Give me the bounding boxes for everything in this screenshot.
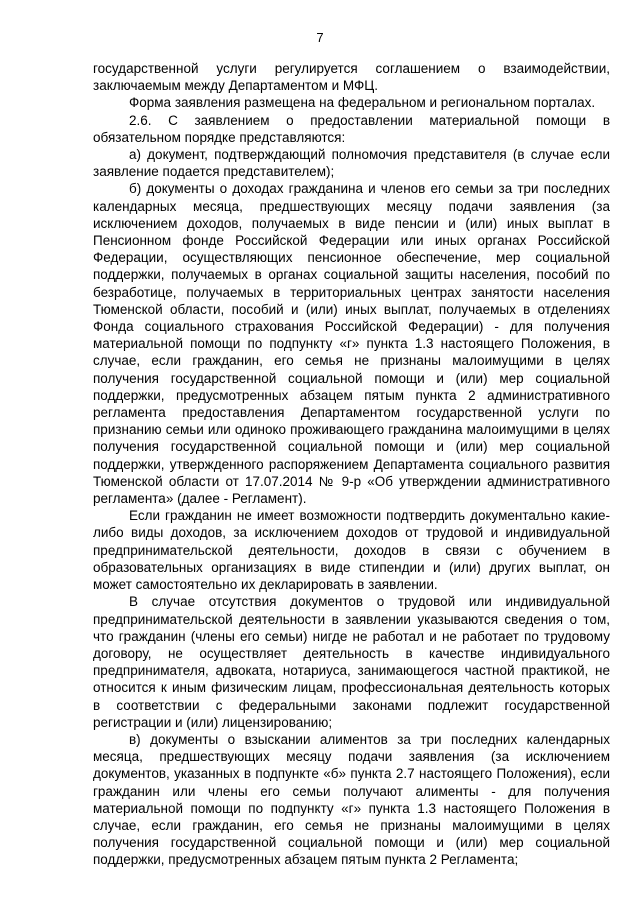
document-body xyxy=(93,60,610,869)
paragraph-no-documents: В случае отсутствия документов о трудовой или индивидуальной предпринимательской деятельности в заявлении указываются сведения о том, что гражданин (члены его семьи) нигде не работал и не работает по трудовому договору, не осуществляет деятельность в качестве индивидуального предпринимателя, адвоката, нотариуса, занимающегося частной практикой, не относится к иным физическим лицам, профессиональная деятельность которых в соответствии с федеральными законами подлежит государственной регистрации и (или) лицензированию; xyxy=(93,594,610,730)
paragraph-2-6-heading: 2.6. С заявлением о предоставлении материальной помощи в обязательном порядке представляются: xyxy=(93,112,610,145)
paragraph-form-placement: Форма заявления размещена на федеральном и региональном порталах. xyxy=(129,95,596,111)
paragraph-item-b: б) документы о доходах гражданина и членов его семьи за три последних календарных месяца, предшествующих месяцу подачи заявления (за исключением доходов, получаемых в виде пенсии и (или) иных выплат в Пенсионном фонде Российской Федерации или иных органах Российской Федерации, осуществляющих пенсионное обеспечение, мер социальной поддержки, получаемых в органах социальной защиты населения, пособий по безработице, получаемых в территориальных центрах занятости населения Тюменской области, пособий и (или) иных выплат, получаемых в отделениях Фонда социального страхования Российской Федерации) - для получения материальной помощи по подпункту «г» пункта 1.3 настоящего Положения, в случае, если гражданин, его семья не признаны малоимущими в целях получения государственной социальной помощи и (или) мер социальной поддержки, предусмотренных абзацем пятым пункта 2 административного регламента предоставления Департаментом государственной услуги по признанию семьи или одиноко проживающего гражданина малоимущими в целях получения государственной социальной помощи и (или) мер социальной поддержки, утвержденного распоряжением Департамента социального развития Тюменской области от 17.07.2014 № 9-р «Об утверждении административного регламента» (далее - Регламент). xyxy=(93,181,610,507)
paragraph-item-v: в) документы о взыскании алиментов за три последних календарных месяца, предшествующих месяцу подачи заявления (за исключением документов, указанных в подпункте «б» пункта 2.7 настоящего Положения), если гражданин или члены его семьи получают алименты - для получения материальной помощи по подпункту «г» пункта 1.3 настоящего Положения в случае, если гражданин, его семья не признаны малоимущими в целях получения государственной социальной помощи и (или) мер социальной поддержки, предусмотренных абзацем пятым пункта 2 Регламента; xyxy=(93,731,610,868)
paragraph-item-a: а) документ, подтверждающий полномочия представителя (в случае если заявление подается представителем); xyxy=(93,147,610,180)
paragraph-income-declaration: Если гражданин не имеет возможности подтвердить документально какие-либо виды доходов, за исключением доходов от трудовой и индивидуальной предпринимательской деятельности, доходов в связи с обучением в образовательных организациях в виде стипендии и (или) других выплат, он может самостоятельно их декларировать в заявлении. xyxy=(93,508,610,593)
paragraph-continuation: государственной услуги регулируется соглашением о взаимодействии, заключаемым между Департаментом и МФЦ. xyxy=(93,61,610,94)
page-number: 7 xyxy=(316,30,324,45)
